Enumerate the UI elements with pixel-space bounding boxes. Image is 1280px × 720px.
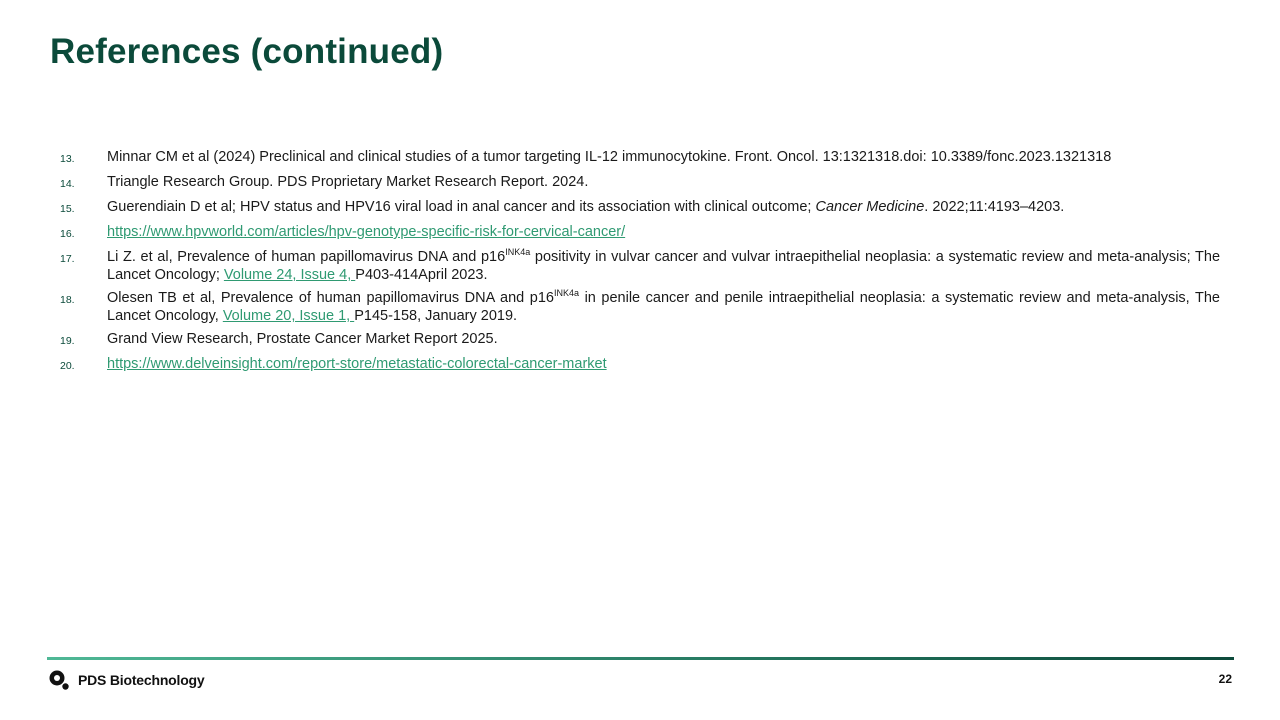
journal-name: Cancer Medicine	[815, 199, 925, 215]
reference-text-part: in penile cancer and penile intraepithelial neoplasia: a systematic review and meta-analysis, The Lancet Oncology,	[107, 290, 1220, 324]
volume-link[interactable]: Volume 20, Issue 1,	[222, 308, 355, 324]
list-item	[60, 248, 1220, 284]
list-item	[60, 148, 1220, 168]
reference-number: 16.	[60, 228, 75, 240]
list-item	[60, 289, 1220, 325]
page-number: 22	[1218, 672, 1232, 686]
reference-number: 15.	[60, 203, 75, 215]
reference-link[interactable]: https://www.delveinsight.com/report-store/metastatic-colorectal-cancer-market	[107, 356, 607, 372]
reference-text	[107, 355, 1220, 373]
superscript: INK4a	[554, 288, 580, 298]
reference-text-part: Olesen TB et al, Prevalence of human papillomavirus DNA and p16	[107, 290, 554, 306]
reference-link[interactable]: https://www.hpvworld.com/articles/hpv-genotype-specific-risk-for-cervical-cancer/	[107, 224, 626, 240]
reference-text-part: P403-414April 2023.	[355, 267, 488, 283]
reference-text-part: . 2022;11:4193–4203.	[924, 199, 1065, 215]
footer-divider	[47, 657, 1234, 660]
reference-text	[107, 248, 1220, 284]
list-item	[60, 173, 1220, 193]
pds-logo-icon	[48, 669, 70, 691]
reference-number: 14.	[60, 178, 75, 190]
list-item	[60, 355, 1220, 375]
company-name: PDS Biotechnology	[78, 672, 205, 688]
list-item	[60, 223, 1220, 243]
reference-number: 18.	[60, 294, 75, 306]
company-logo	[48, 669, 205, 691]
reference-text-part: positivity in vulvar cancer and vulvar intraepithelial neoplasia: a systematic review and meta-analysis; The Lancet Oncology;	[107, 249, 1221, 283]
page-title: References (continued)	[50, 32, 444, 71]
reference-text: Minnar CM et al (2024) Preclinical and clinical studies of a tumor targeting IL-12 immunocytokine. Front. Oncol. 13:1321318.doi: 10.3389/fonc.2023.1321318	[107, 149, 1112, 165]
reference-text	[107, 198, 1220, 216]
reference-text-part: Li Z. et al, Prevalence of human papillomavirus DNA and p16	[107, 249, 506, 265]
reference-number: 17.	[60, 253, 75, 265]
volume-link[interactable]: Volume 24, Issue 4,	[223, 267, 356, 283]
reference-number: 13.	[60, 153, 75, 165]
reference-text: Triangle Research Group. PDS Proprietary Market Research Report. 2024.	[107, 174, 589, 190]
list-item	[60, 198, 1220, 218]
reference-text	[107, 223, 1220, 241]
reference-text: Grand View Research, Prostate Cancer Market Report 2025.	[107, 331, 498, 347]
superscript: INK4a	[505, 247, 531, 257]
reference-number: 19.	[60, 335, 75, 347]
list-item	[60, 330, 1220, 350]
reference-text-part: P145-158, January 2019.	[354, 308, 518, 324]
reference-text-part: Guerendiain D et al; HPV status and HPV16 viral load in anal cancer and its association with clinical outcome;	[107, 199, 816, 215]
reference-text	[107, 289, 1220, 325]
reference-number: 20.	[60, 360, 75, 372]
reference-list	[60, 148, 1220, 380]
